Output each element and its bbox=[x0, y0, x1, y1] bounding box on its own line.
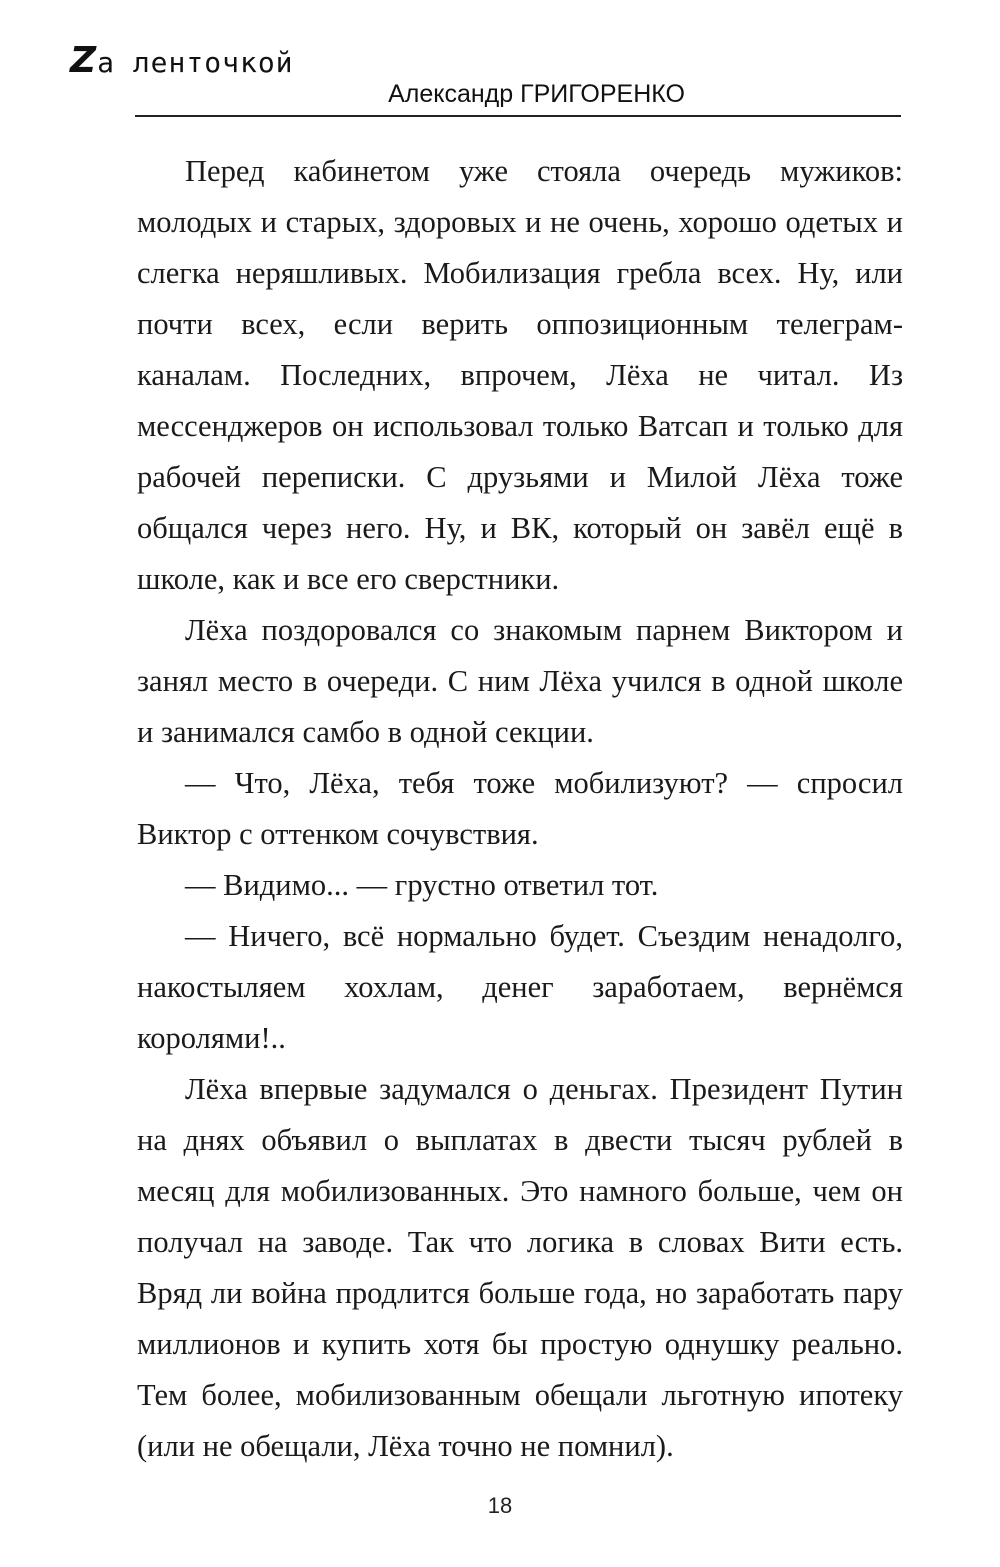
header-divider bbox=[135, 115, 901, 117]
series-title-initial: Z bbox=[70, 40, 98, 81]
paragraph: Перед кабинетом уже стояла очередь мужиков: молодых и старых, здоровых и не очень, хорошо одетых и слегка неряшливых. Мобилизация гребла всех. Ну, или почти всех, если верить оппозиционным телеграм-каналам. Последних, впрочем, Лёха не читал. Из мессенджеров он использовал только Ватсап и только для рабочей переписки. С друзьями и Милой Лёха тоже общался через него. Ну, и ВК, который он завёл ещё в школе, как и все его сверстники. bbox=[137, 154, 903, 596]
dialogue-line: — Видимо... — грустно ответил тот. bbox=[185, 868, 659, 902]
series-title bbox=[70, 40, 294, 81]
dialogue-line: — Ничего, всё нормально будет. Съездим ненадолго, накостыляем хохлам, денег заработаем, вернёмся королями!.. bbox=[137, 919, 903, 1055]
page-number: 18 bbox=[487, 1493, 513, 1518]
body-text bbox=[137, 146, 903, 1472]
paragraph: Лёха впервые задумался о деньгах. Президент Путин на днях объявил о выплатах в двести тысяч рублей в месяц для мобилизованных. Это намного больше, чем он получал на заводе. Так что логика в словах Вити есть. Вряд ли война продлится больше года, но заработать пару миллионов и купить хотя бы простую однушку реально. Тем более, мобилизованным обещали льготную ипотеку (или не обещали, Лёха точно не помнил). bbox=[137, 1072, 903, 1463]
dialogue-line: — Что, Лёха, тебя тоже мобилизуют? — спросил Виктор с оттенком сочувствия. bbox=[137, 766, 903, 851]
paragraph: Лёха поздоровался со знакомым парнем Виктором и занял место в очереди. С ним Лёха учился в одной школе и занимался самбо в одной секции. bbox=[137, 613, 903, 749]
series-title-rest: а ленточкой bbox=[97, 46, 294, 79]
author-name: Александр ГРИГОРЕНКО bbox=[388, 80, 685, 108]
